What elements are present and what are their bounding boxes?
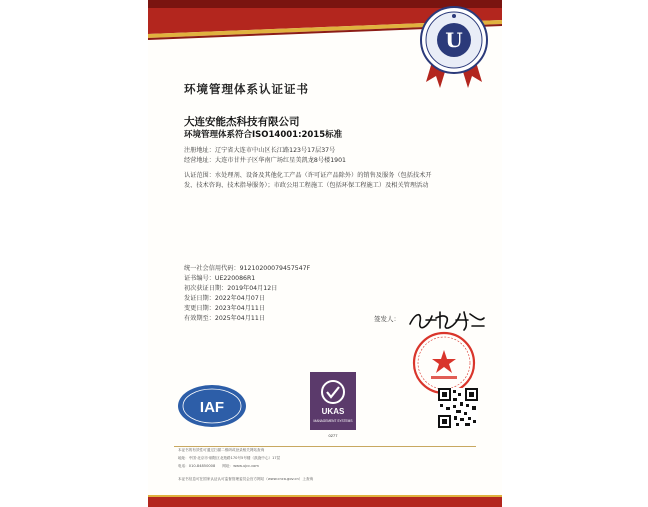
iaf-logo-icon	[176, 382, 248, 430]
credit-code: 统一社会信用代码：91210200079457547F	[184, 265, 311, 272]
iaf-text: IAF	[199, 399, 225, 416]
signature-icon	[406, 306, 488, 332]
qr-code-icon	[438, 388, 478, 428]
footer-line-3: 电话：010-84850008 网址：www.ujcc.com	[178, 464, 259, 468]
bottom-band	[148, 495, 502, 507]
valid-until: 有效期至：2025年04月11日	[184, 315, 265, 322]
footer-line-2: 地址：中国·北京市·朝阳区北苑路170号5号楼（凯旋中心）17层	[178, 456, 281, 460]
footer-divider	[174, 446, 476, 447]
signature-label: 签发人：	[374, 315, 400, 323]
operating-address: 经营地址：大连市甘井子区华南广场红星美凯龙8号楼1901	[184, 157, 346, 164]
ukas-text: UKAS	[321, 407, 345, 416]
issue-date: 发证日期：2022年04月07日	[184, 295, 265, 302]
initial-date: 初次获证日期：2019年04月12日	[184, 285, 278, 292]
ukas-logo-icon	[308, 372, 358, 438]
certificate-page	[148, 0, 502, 507]
company-name: 大连安能杰科技有限公司	[184, 116, 300, 128]
footer-line-1: 本证书的有效性可通过扫描二维码或登录相关网站查询	[178, 448, 265, 452]
svg-text:U: U	[445, 28, 463, 52]
footer-line-4: 本证书信息可在国家认证认可监督管理委员会官方网站（www.cnca.gov.cn）上查询	[178, 477, 314, 481]
registered-address: 注册地址：辽宁省大连市中山区长江路123号17层37号	[184, 147, 336, 154]
ukas-number: 0277	[328, 433, 338, 438]
change-date: 变更日期：2023年04月11日	[184, 305, 265, 312]
scope-line-1: 认证范围：水处理剂、设备及其他化工产品（许可证产品除外）的销售及服务（包括技术开	[184, 172, 432, 179]
certification-body-emblem-icon	[418, 4, 490, 88]
ukas-subtext: MANAGEMENT SYSTEMS	[313, 419, 353, 423]
certificate-number: 证书编号：UE220086R1	[184, 275, 256, 282]
standard-statement: 环境管理体系符合ISO14001:2015标准	[184, 130, 343, 140]
certificate-title: 环境管理体系认证证书	[184, 82, 309, 96]
red-company-seal-icon	[411, 330, 477, 396]
scope-line-2: 发、技术咨询、技术指导服务）；市政公用工程施工（包括环保工程施工）及相关管理活动	[184, 182, 429, 189]
